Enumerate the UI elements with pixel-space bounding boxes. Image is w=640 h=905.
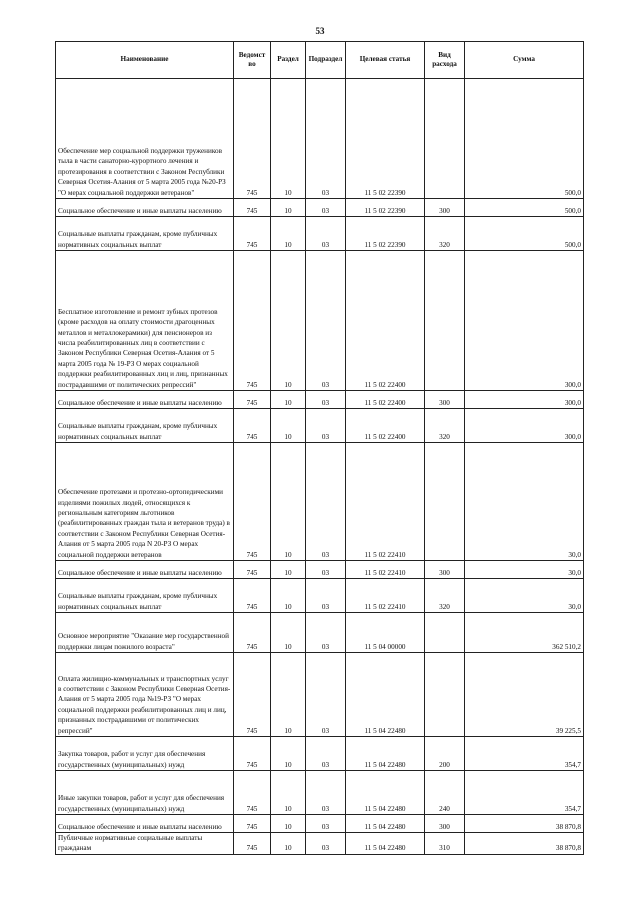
table-header-row	[56, 42, 584, 79]
row-name: Публичные нормативные социальные выплаты гражданам	[56, 833, 234, 855]
row-podrazdel: 03	[306, 833, 346, 855]
row-vedomstvo: 745	[234, 443, 271, 561]
row-razdel: 10	[271, 199, 306, 217]
row-vid: 300	[425, 815, 465, 833]
row-target: 11 5 04 22480	[346, 833, 425, 855]
col-header-podrazdel: Подраздел	[306, 42, 346, 79]
row-podrazdel: 03	[306, 737, 346, 771]
row-vid	[425, 251, 465, 391]
row-podrazdel: 03	[306, 199, 346, 217]
table-row	[56, 833, 584, 855]
row-target: 11 5 04 00000	[346, 613, 425, 653]
row-name: Обеспечение мер социальной поддержки тружеников тыла в части санаторно-курортного лечения и протезирования в соответствии с Законом Республики Северная Осетия-Алания от 5 марта 2005 года №20-РЗ "О мерах социальной поддержки ветеранов"	[56, 79, 234, 199]
page-number: 53	[315, 26, 325, 36]
row-sum: 300,0	[465, 251, 584, 391]
row-vedomstvo: 745	[234, 561, 271, 579]
row-name: Социальные выплаты гражданам, кроме публичных нормативных социальных выплат	[56, 217, 234, 251]
row-vid: 300	[425, 561, 465, 579]
row-vid: 300	[425, 199, 465, 217]
row-target: 11 5 04 22480	[346, 771, 425, 815]
row-name: Социальное обеспечение и иные выплаты населению	[56, 561, 234, 579]
row-target: 11 5 04 22480	[346, 737, 425, 771]
col-header-vedomstvo: Ведомст во	[234, 42, 271, 79]
table-row	[56, 613, 584, 653]
row-razdel: 10	[271, 771, 306, 815]
row-vedomstvo: 745	[234, 815, 271, 833]
table-body	[56, 79, 584, 855]
col-header-target: Целевая статья	[346, 42, 425, 79]
row-razdel: 10	[271, 443, 306, 561]
row-name: Социальное обеспечение и иные выплаты населению	[56, 391, 234, 409]
row-sum: 500,0	[465, 217, 584, 251]
row-podrazdel: 03	[306, 217, 346, 251]
row-target: 11 5 02 22410	[346, 561, 425, 579]
row-sum: 30,0	[465, 579, 584, 613]
row-vedomstvo: 745	[234, 579, 271, 613]
row-vedomstvo: 745	[234, 613, 271, 653]
row-vid: 200	[425, 737, 465, 771]
row-vedomstvo: 745	[234, 737, 271, 771]
table-row	[56, 561, 584, 579]
table-row	[56, 737, 584, 771]
row-razdel: 10	[271, 613, 306, 653]
row-podrazdel: 03	[306, 561, 346, 579]
table-row	[56, 199, 584, 217]
row-name: Бесплатное изготовление и ремонт зубных протезов (кроме расходов на оплату стоимости драгоценных металлов и металлокерамики) для пенсионеров из числа реабилитированных лиц в соответствии с Законом Республики Северная Осетия-Алания от 5 марта 2005 года № 19-РЗ О мерах социальной поддержки реабилитированных лиц и лиц, признанных пострадавшими от политических репрессий"	[56, 251, 234, 391]
row-sum: 354,7	[465, 737, 584, 771]
row-vedomstvo: 745	[234, 391, 271, 409]
row-podrazdel: 03	[306, 613, 346, 653]
row-sum: 354,7	[465, 771, 584, 815]
row-target: 11 5 02 22400	[346, 251, 425, 391]
table-row	[56, 443, 584, 561]
row-name: Оплата жилищно-коммунальных и транспортных услуг в соответствии с Законом Республики Северная Осетия-Алания от 5 марта 2005 года №19-РЗ "О мерах социальной поддержки реабилитированных лиц и лиц, признанных пострадавшими от политических репрессий"	[56, 653, 234, 737]
row-razdel: 10	[271, 251, 306, 391]
table-row	[56, 217, 584, 251]
row-name: Основное мероприятие "Оказание мер государственной поддержки лицам пожилого возраста"	[56, 613, 234, 653]
row-sum: 362 510,2	[465, 613, 584, 653]
table-row	[56, 251, 584, 391]
row-vid: 320	[425, 409, 465, 443]
row-razdel: 10	[271, 217, 306, 251]
row-vid	[425, 79, 465, 199]
row-sum: 38 870,8	[465, 815, 584, 833]
row-vid	[425, 613, 465, 653]
table-row	[56, 579, 584, 613]
row-vedomstvo: 745	[234, 771, 271, 815]
row-name: Социальные выплаты гражданам, кроме публичных нормативных социальных выплат	[56, 579, 234, 613]
row-vedomstvo: 745	[234, 409, 271, 443]
table-row	[56, 409, 584, 443]
row-vedomstvo: 745	[234, 833, 271, 855]
row-sum: 39 225,5	[465, 653, 584, 737]
row-vid: 310	[425, 833, 465, 855]
row-target: 11 5 02 22410	[346, 579, 425, 613]
col-header-sum: Сумма	[465, 42, 584, 79]
row-razdel: 10	[271, 815, 306, 833]
row-sum: 500,0	[465, 79, 584, 199]
row-target: 11 5 02 22400	[346, 391, 425, 409]
col-header-razdel: Раздел	[271, 42, 306, 79]
row-podrazdel: 03	[306, 815, 346, 833]
row-vedomstvo: 745	[234, 199, 271, 217]
row-name: Закупка товаров, работ и услуг для обеспечения государственных (муниципальных) нужд	[56, 737, 234, 771]
row-podrazdel: 03	[306, 79, 346, 199]
row-target: 11 5 02 22390	[346, 79, 425, 199]
row-target: 11 5 02 22390	[346, 199, 425, 217]
table-row	[56, 391, 584, 409]
row-razdel: 10	[271, 561, 306, 579]
row-vedomstvo: 745	[234, 79, 271, 199]
row-razdel: 10	[271, 579, 306, 613]
row-vid	[425, 653, 465, 737]
table-row	[56, 653, 584, 737]
table-row	[56, 771, 584, 815]
row-sum: 38 870,8	[465, 833, 584, 855]
row-target: 11 5 02 22410	[346, 443, 425, 561]
col-header-vid: Вид расхода	[425, 42, 465, 79]
row-podrazdel: 03	[306, 443, 346, 561]
row-sum: 300,0	[465, 409, 584, 443]
row-podrazdel: 03	[306, 771, 346, 815]
row-podrazdel: 03	[306, 409, 346, 443]
row-name: Социальное обеспечение и иные выплаты населению	[56, 199, 234, 217]
table-row	[56, 815, 584, 833]
row-razdel: 10	[271, 79, 306, 199]
row-razdel: 10	[271, 391, 306, 409]
budget-table	[55, 41, 584, 855]
row-podrazdel: 03	[306, 251, 346, 391]
row-sum: 30,0	[465, 561, 584, 579]
row-vid: 320	[425, 579, 465, 613]
row-razdel: 10	[271, 409, 306, 443]
row-vid: 320	[425, 217, 465, 251]
col-header-name: Наименование	[56, 42, 234, 79]
row-name: Обеспечение протезами и протезно-ортопедическими изделиями пожилых людей, относящихся к региональным категориям льготников (реабилитированных граждан тыла и ветеранов труда) в соответствии с Законом Республики Северная Осетия-Алания от 5 марта 2005 года N 20-РЗ О мерах социальной поддержки ветеранов	[56, 443, 234, 561]
row-vedomstvo: 745	[234, 251, 271, 391]
row-podrazdel: 03	[306, 579, 346, 613]
row-sum: 30,0	[465, 443, 584, 561]
row-target: 11 5 02 22400	[346, 409, 425, 443]
row-target: 11 5 04 22480	[346, 815, 425, 833]
row-name: Социальное обеспечение и иные выплаты населению	[56, 815, 234, 833]
row-razdel: 10	[271, 653, 306, 737]
row-vedomstvo: 745	[234, 653, 271, 737]
table-row	[56, 79, 584, 199]
row-target: 11 5 02 22390	[346, 217, 425, 251]
row-sum: 500,0	[465, 199, 584, 217]
row-target: 11 5 04 22480	[346, 653, 425, 737]
row-vedomstvo: 745	[234, 217, 271, 251]
row-vid	[425, 443, 465, 561]
row-name: Иные закупки товаров, работ и услуг для обеспечения государственных (муниципальных) нужд	[56, 771, 234, 815]
row-podrazdel: 03	[306, 391, 346, 409]
row-sum: 300,0	[465, 391, 584, 409]
row-name: Социальные выплаты гражданам, кроме публичных нормативных социальных выплат	[56, 409, 234, 443]
row-vid: 240	[425, 771, 465, 815]
row-podrazdel: 03	[306, 653, 346, 737]
row-razdel: 10	[271, 737, 306, 771]
row-razdel: 10	[271, 833, 306, 855]
row-vid: 300	[425, 391, 465, 409]
